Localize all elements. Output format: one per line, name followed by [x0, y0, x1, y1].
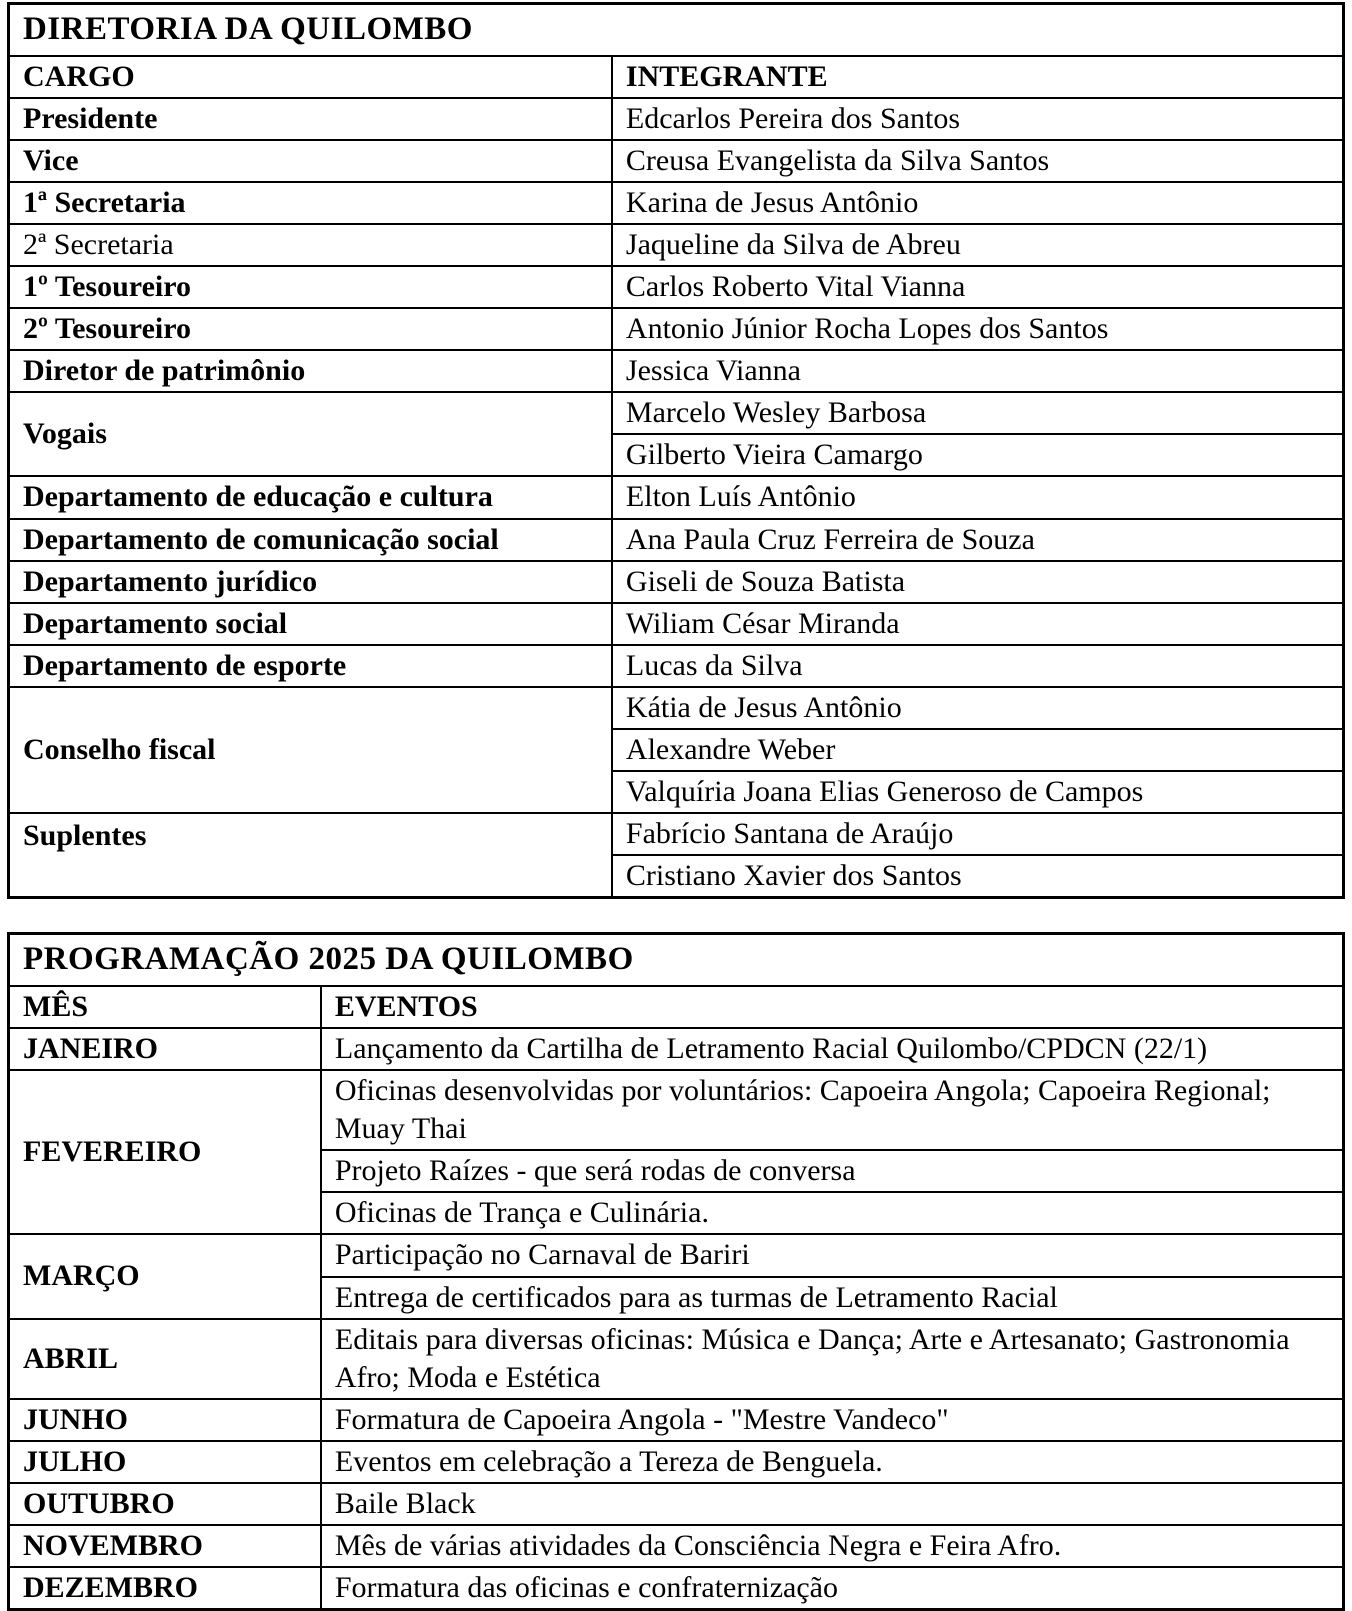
column-header-integrante: INTEGRANTE [612, 56, 1344, 98]
cargo-cell: Suplentes [9, 813, 612, 898]
table-row [9, 392, 1344, 434]
table-title-row [9, 4, 1344, 56]
mes-cell: OUTUBRO [9, 1483, 321, 1525]
table-row [9, 98, 1344, 140]
table-row [9, 603, 1344, 645]
evento-cell: Participação no Carnaval de Bariri [321, 1234, 1344, 1276]
table-row [9, 1525, 1344, 1567]
mes-cell: MARÇO [9, 1234, 321, 1318]
mes-cell: DEZEMBRO [9, 1567, 321, 1610]
evento-cell: Mês de várias atividades da Consciência Negra e Feira Afro. [321, 1525, 1344, 1567]
cargo-cell: Departamento de educação e cultura [9, 476, 612, 518]
cargo-cell: 1ª Secretaria [9, 182, 612, 224]
cargo-cell: 1º Tesoureiro [9, 266, 612, 308]
integrante-cell: Fabrício Santana de Araújo [612, 813, 1344, 855]
evento-cell: Oficinas de Trança e Culinária. [321, 1192, 1344, 1234]
cargo-cell: Departamento social [9, 603, 612, 645]
diretoria-table-title: DIRETORIA DA QUILOMBO [9, 4, 1344, 56]
integrante-cell: Giseli de Souza Batista [612, 561, 1344, 603]
integrante-cell: Karina de Jesus Antônio [612, 182, 1344, 224]
table-row [9, 266, 1344, 308]
evento-cell: Editais para diversas oficinas: Música e Dança; Arte e Artesanato; Gastronomia Afro; Moda e Estética [321, 1319, 1344, 1399]
mes-cell: JUNHO [9, 1399, 321, 1441]
cargo-cell: Vogais [9, 392, 612, 476]
table-row [9, 1070, 1344, 1150]
programacao-table [7, 932, 1345, 1611]
integrante-cell: Gilberto Vieira Camargo [612, 434, 1344, 476]
integrante-cell: Ana Paula Cruz Ferreira de Souza [612, 519, 1344, 561]
cargo-cell: Vice [9, 140, 612, 182]
table-row [9, 645, 1344, 687]
cargo-cell: Departamento jurídico [9, 561, 612, 603]
table-row [9, 1028, 1344, 1070]
cargo-cell: 2ª Secretaria [9, 224, 612, 266]
table-row [9, 1319, 1344, 1399]
programacao-table-body [9, 1028, 1344, 1610]
table-title-row [9, 934, 1344, 986]
table-header-row [9, 56, 1344, 98]
evento-cell: Eventos em celebração a Tereza de Benguela. [321, 1441, 1344, 1483]
integrante-cell: Elton Luís Antônio [612, 476, 1344, 518]
evento-cell: Projeto Raízes - que será rodas de conversa [321, 1150, 1344, 1192]
table-header-row [9, 986, 1344, 1028]
table-row [9, 1234, 1344, 1276]
evento-cell: Entrega de certificados para as turmas de Letramento Racial [321, 1277, 1344, 1319]
table-row [9, 476, 1344, 518]
evento-cell: Oficinas desenvolvidas por voluntários: Capoeira Angola; Capoeira Regional; Muay Thai [321, 1070, 1344, 1150]
table-row [9, 1441, 1344, 1483]
integrante-cell: Kátia de Jesus Antônio [612, 687, 1344, 729]
cargo-cell: Presidente [9, 98, 612, 140]
cargo-cell: Diretor de patrimônio [9, 350, 612, 392]
mes-cell: FEVEREIRO [9, 1070, 321, 1234]
column-header-cargo: CARGO [9, 56, 612, 98]
table-row [9, 687, 1344, 729]
table-row [9, 182, 1344, 224]
table-row [9, 519, 1344, 561]
table-row [9, 561, 1344, 603]
integrante-cell: Antonio Júnior Rocha Lopes dos Santos [612, 308, 1344, 350]
table-row [9, 1567, 1344, 1610]
column-header-mes: MÊS [9, 986, 321, 1028]
integrante-cell: Jessica Vianna [612, 350, 1344, 392]
integrante-cell: Jaqueline da Silva de Abreu [612, 224, 1344, 266]
mes-cell: JANEIRO [9, 1028, 321, 1070]
mes-cell: JULHO [9, 1441, 321, 1483]
column-header-eventos: EVENTOS [321, 986, 1344, 1028]
evento-cell: Lançamento da Cartilha de Letramento Racial Quilombo/CPDCN (22/1) [321, 1028, 1344, 1070]
evento-cell: Baile Black [321, 1483, 1344, 1525]
table-row [9, 1399, 1344, 1441]
table-row [9, 813, 1344, 855]
evento-cell: Formatura de Capoeira Angola - "Mestre Vandeco" [321, 1399, 1344, 1441]
integrante-cell: Marcelo Wesley Barbosa [612, 392, 1344, 434]
table-row [9, 308, 1344, 350]
diretoria-table-body [9, 98, 1344, 898]
programacao-table-title: PROGRAMAÇÃO 2025 DA QUILOMBO [9, 934, 1344, 986]
cargo-cell: Departamento de esporte [9, 645, 612, 687]
mes-cell: ABRIL [9, 1319, 321, 1399]
integrante-cell: Lucas da Silva [612, 645, 1344, 687]
table-row [9, 1483, 1344, 1525]
diretoria-table [7, 2, 1345, 899]
table-row [9, 350, 1344, 392]
table-row [9, 224, 1344, 266]
integrante-cell: Edcarlos Pereira dos Santos [612, 98, 1344, 140]
integrante-cell: Creusa Evangelista da Silva Santos [612, 140, 1344, 182]
table-row [9, 140, 1344, 182]
integrante-cell: Valquíria Joana Elias Generoso de Campos [612, 771, 1344, 813]
cargo-cell: 2º Tesoureiro [9, 308, 612, 350]
cargo-cell: Conselho fiscal [9, 687, 612, 813]
integrante-cell: Carlos Roberto Vital Vianna [612, 266, 1344, 308]
integrante-cell: Cristiano Xavier dos Santos [612, 855, 1344, 898]
integrante-cell: Wiliam César Miranda [612, 603, 1344, 645]
integrante-cell: Alexandre Weber [612, 729, 1344, 771]
evento-cell: Formatura das oficinas e confraternização [321, 1567, 1344, 1610]
cargo-cell: Departamento de comunicação social [9, 519, 612, 561]
mes-cell: NOVEMBRO [9, 1525, 321, 1567]
